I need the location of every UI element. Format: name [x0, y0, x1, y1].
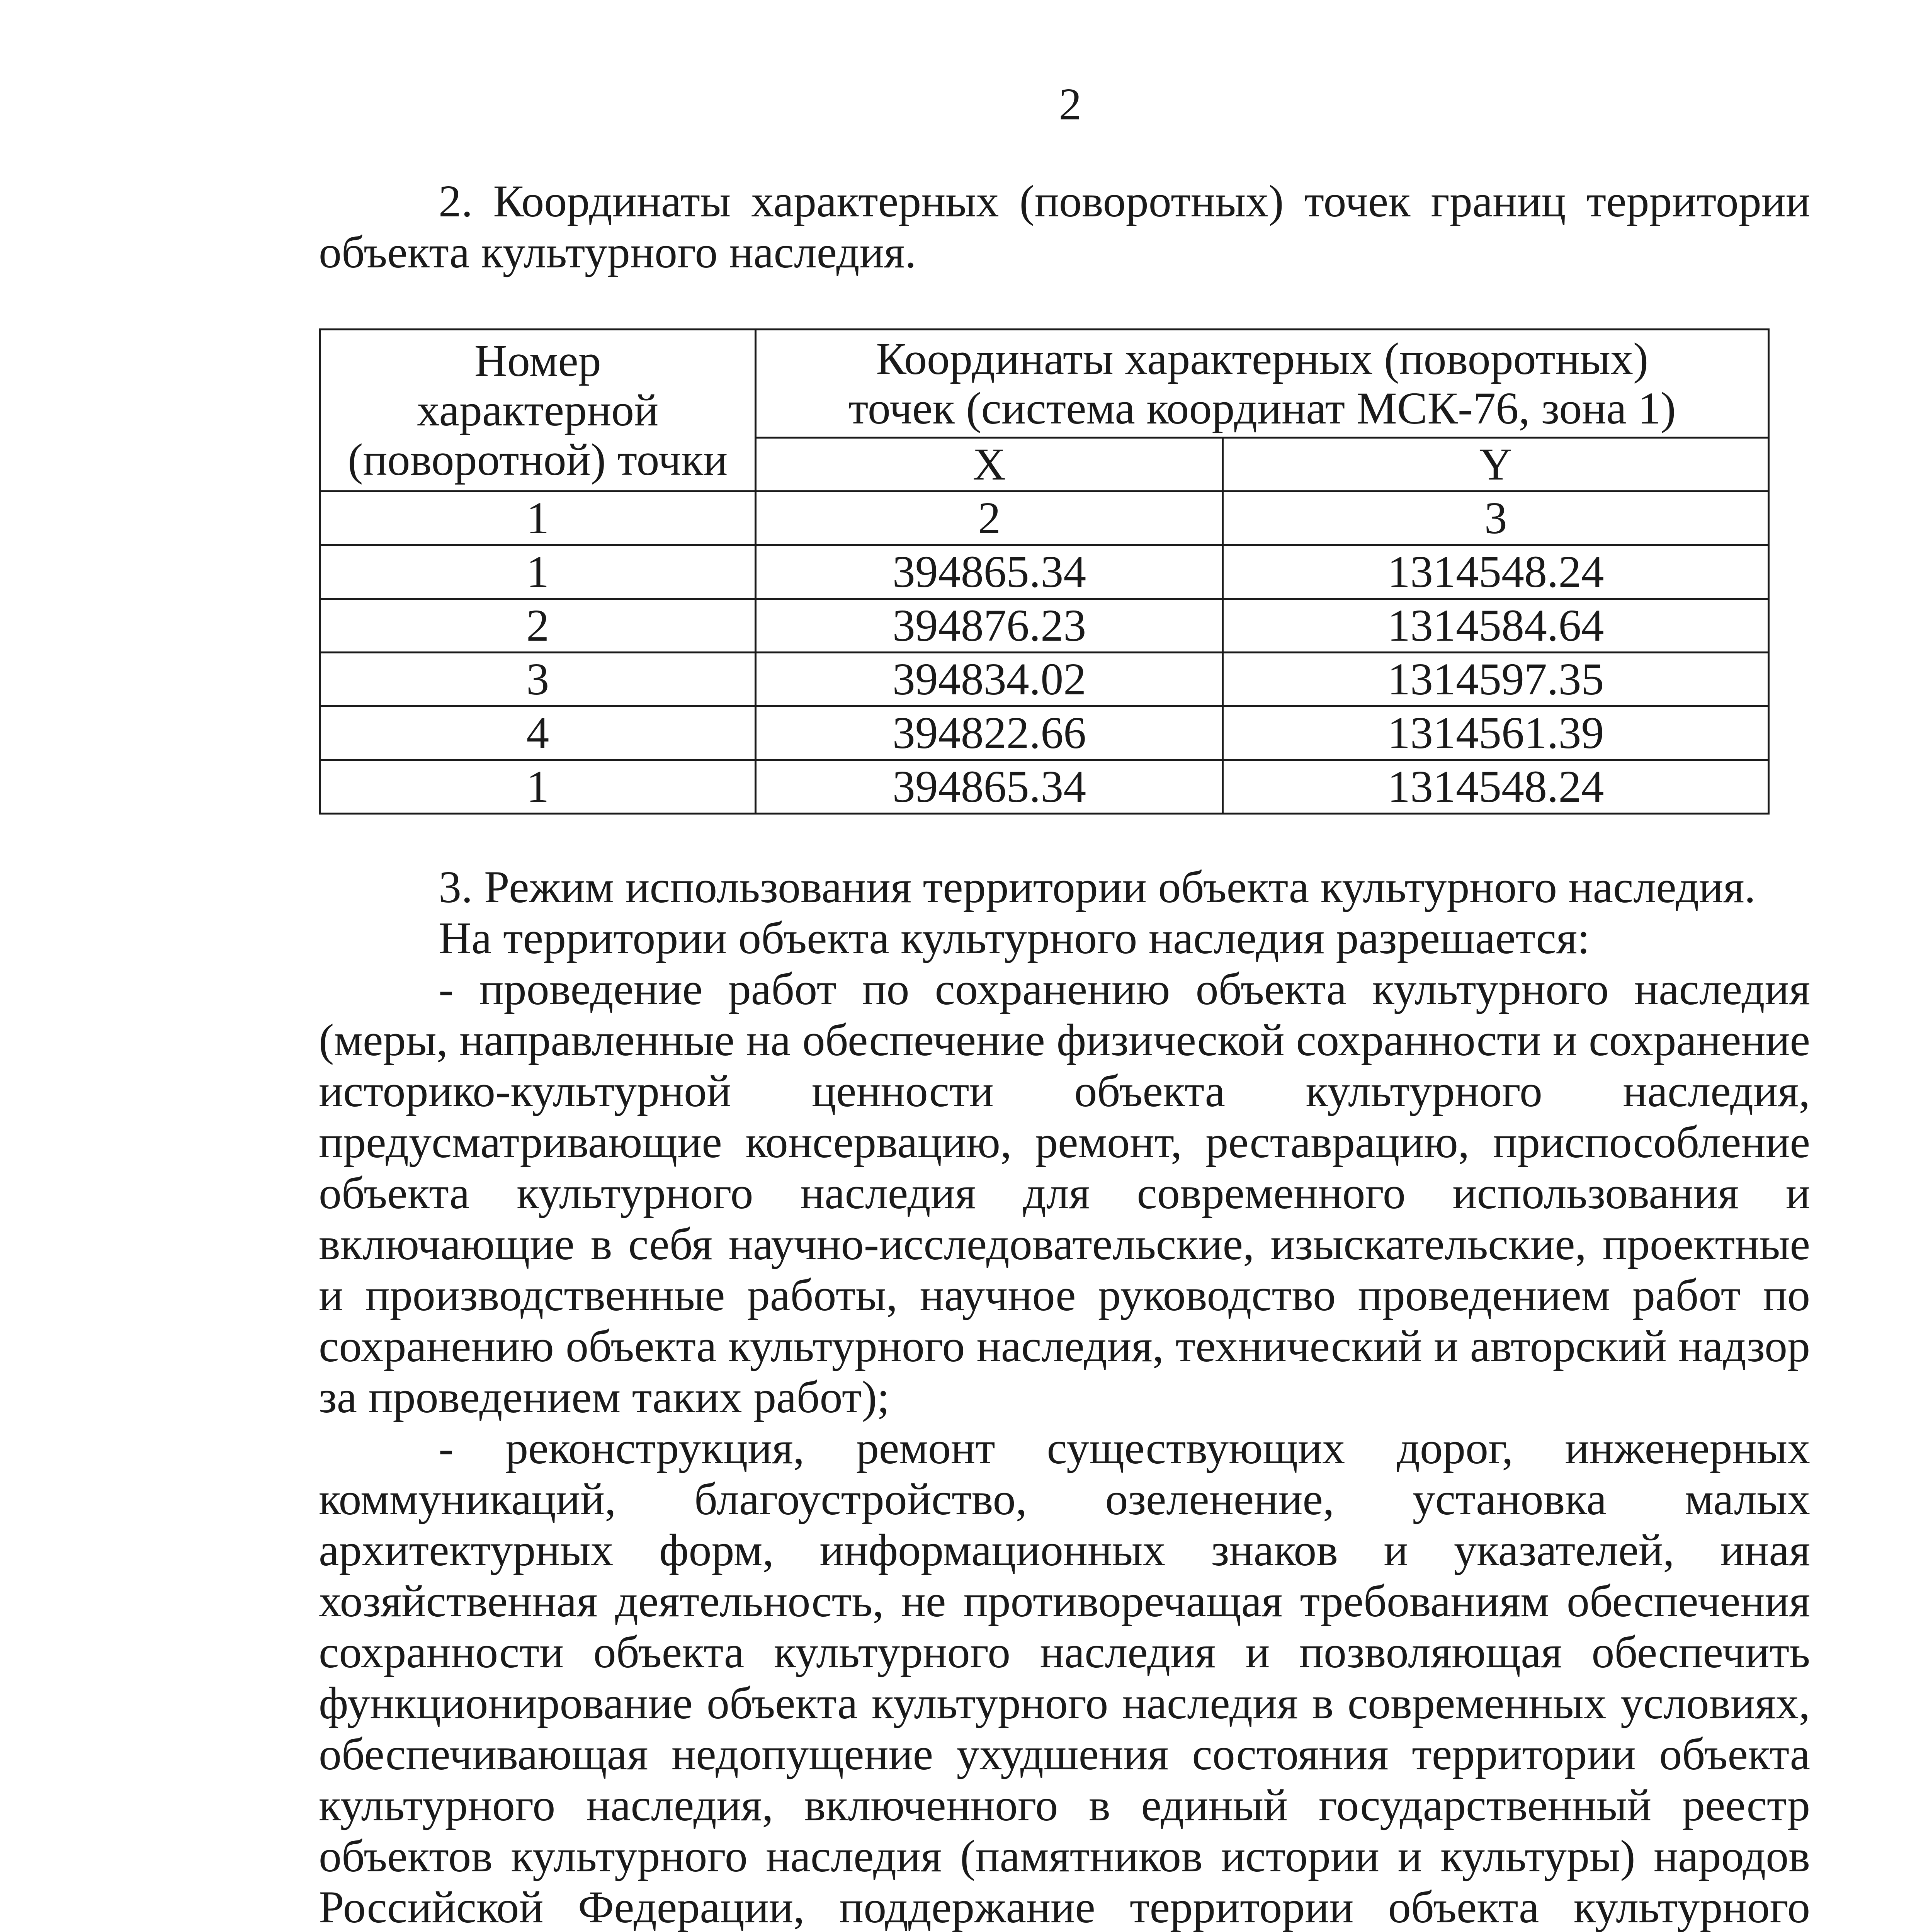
allowed-item: - реконструкция, ремонт существующих дорог, инженерных коммуникаций, благоустройство, озеленение, установка малых архитектурных форм, информационных знаков и указателей, иная хозяйственная деятельность, не противоречащая требованиям обеспечения сохранности объекта культурного наследия и позволяющая обеспечить функционирование объекта культурного наследия в современных условиях, обеспечивающая недопущение ухудшения состояния территории объекта культурного наследия, включенного в единый государственный реестр объектов культурного наследия (памятников истории и культуры) народов Российской Федерации, поддержание территории объекта культурного	[319, 1423, 1810, 1932]
header-coords-line-1: Координаты характерных (поворотных)	[876, 333, 1649, 384]
header-y: Y	[1223, 438, 1769, 492]
header-point-line-2: характерной	[417, 385, 659, 435]
table-row	[320, 706, 1769, 760]
column-number-1: 1	[320, 492, 756, 545]
section-3-body	[319, 862, 1810, 1932]
coordinate-x: 394865.34	[756, 545, 1223, 599]
table-row	[320, 545, 1769, 599]
coordinate-x: 394834.02	[756, 653, 1223, 706]
table-row	[320, 760, 1769, 814]
allowed-item: - проведение работ по сохранению объекта культурного наследия (меры, направленные на обеспечение физической сохранности и сохранение историко-культурной ценности объекта культурного наследия, предусматривающие консервацию, ремонт, реставрацию, приспособление объекта культурного наследия для современного использования и включающие в себя научно-исследовательские, изыскательские, проектные и производственные работы, научное руководство проведением работ по сохранению объекта культурного наследия, технический и авторский надзор за проведением таких работ);	[319, 964, 1810, 1422]
table-row	[320, 653, 1769, 706]
point-number: 1	[320, 760, 756, 814]
point-number: 4	[320, 706, 756, 760]
coordinate-y: 1314584.64	[1223, 599, 1769, 653]
header-coords-line-2: точек (система координат МСК-76, зона 1)	[848, 383, 1676, 434]
header-point-number	[320, 330, 756, 492]
point-number: 1	[320, 545, 756, 599]
coordinate-y: 1314561.39	[1223, 706, 1769, 760]
coordinates-table	[319, 328, 1770, 815]
header-x: X	[756, 438, 1223, 492]
header-point-line-1: Номер	[474, 335, 601, 386]
coordinate-x: 394822.66	[756, 706, 1223, 760]
section-2-heading: 2. Координаты характерных (поворотных) точек границ территории объекта культурного наследия.	[319, 176, 1810, 277]
table-column-numbers-row	[320, 492, 1769, 545]
table-header-row	[320, 330, 1769, 438]
header-point-line-3: (поворотной) точки	[348, 434, 728, 485]
coordinate-x: 394876.23	[756, 599, 1223, 653]
table-row	[320, 599, 1769, 653]
header-coordinates	[756, 330, 1769, 438]
coordinate-y: 1314548.24	[1223, 760, 1769, 814]
column-number-3: 3	[1223, 492, 1769, 545]
point-number: 2	[320, 599, 756, 653]
allowed-intro: На территории объекта культурного наследия разрешается:	[439, 913, 1590, 963]
section-3-heading: 3. Режим использования территории объекта культурного наследия.	[439, 862, 1756, 912]
column-number-2: 2	[756, 492, 1223, 545]
coordinate-x: 394865.34	[756, 760, 1223, 814]
coordinate-y: 1314548.24	[1223, 545, 1769, 599]
point-number: 3	[320, 653, 756, 706]
page-number: 2	[1059, 79, 1082, 129]
coordinate-y: 1314597.35	[1223, 653, 1769, 706]
